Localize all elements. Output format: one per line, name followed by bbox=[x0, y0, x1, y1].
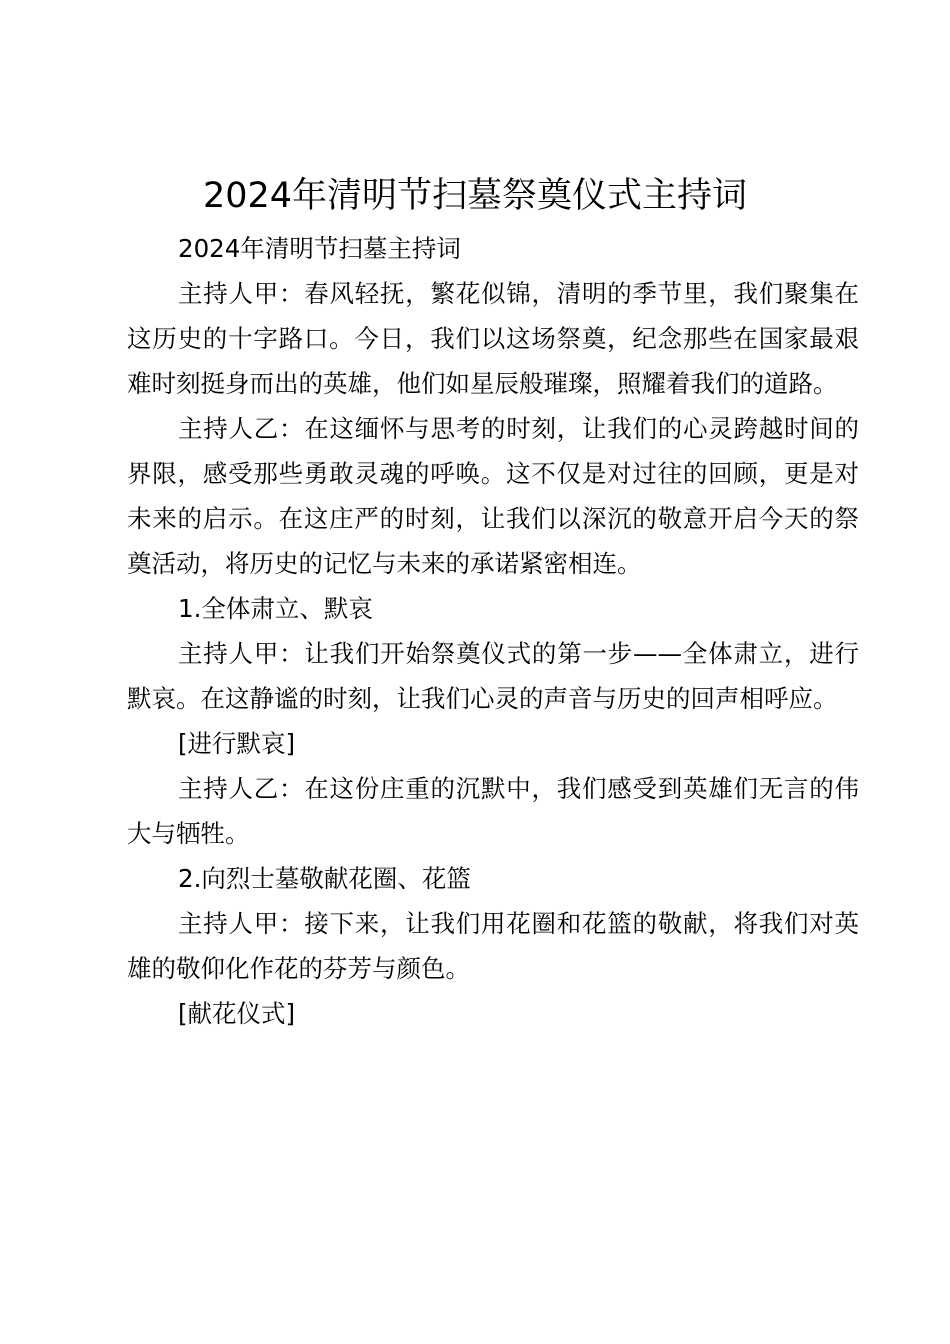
host-b-opening-paragraph: 主持人乙：在这缅怀与思考的时刻，让我们的心灵跨越时间的界限，感受那些勇敢灵魂的呼唤。这不仅是对过往的回顾，更是对未来的启示。在这庄严的时刻，让我们以深沉的敬意开启今天的祭奠活动，将历史的记忆与未来的承诺紧密相连。 bbox=[127, 414, 859, 578]
host-b-silence-paragraph: 主持人乙：在这份庄重的沉默中，我们感受到英雄们无言的伟大与牺牲。 bbox=[127, 774, 859, 848]
document-body bbox=[127, 226, 859, 1036]
subtitle-paragraph: 2024年清明节扫墓主持词 bbox=[178, 234, 461, 263]
host-a-silence-paragraph: 主持人甲：让我们开始祭奠仪式的第一步——全体肃立，进行默哀。在这静谧的时刻，让我们心灵的声音与历史的回声相呼应。 bbox=[127, 639, 859, 713]
document-title: 2024年清明节扫墓祭奠仪式主持词 bbox=[202, 176, 748, 216]
host-a-opening-paragraph: 主持人甲：春风轻抚，繁花似锦，清明的季节里，我们聚集在这历史的十字路口。今日，我们以这场祭奠，纪念那些在国家最艰难时刻挺身而出的英雄，他们如星辰般璀璨，照耀着我们的道路。 bbox=[127, 279, 859, 398]
host-a-wreath-paragraph: 主持人甲：接下来，让我们用花圈和花篮的敬献，将我们对英雄的敬仰化作花的芬芳与颜色。 bbox=[127, 909, 859, 983]
stage-direction-flowers: [献花仪式] bbox=[178, 999, 296, 1028]
section-heading-wreath: 2.向烈士墓敬献花圈、花篮 bbox=[178, 864, 471, 893]
section-heading-silence: 1.全体肃立、默哀 bbox=[178, 594, 373, 623]
stage-direction-silence: [进行默哀] bbox=[178, 729, 296, 758]
